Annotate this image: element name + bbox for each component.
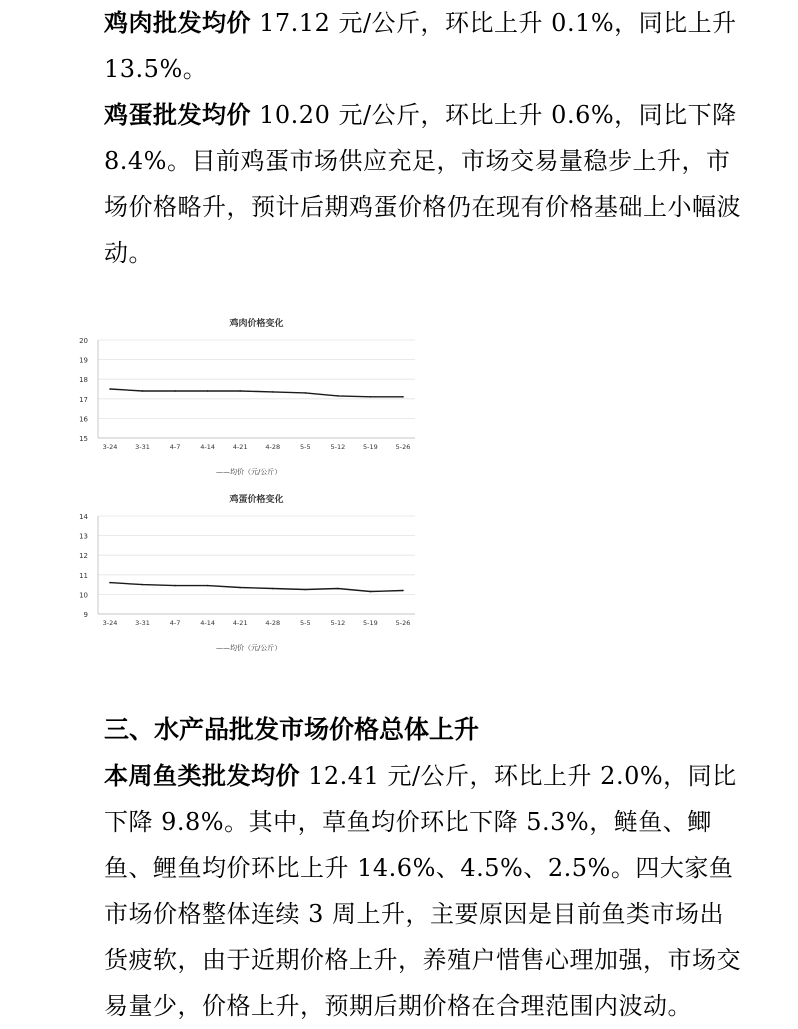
x-tick-label: 5-12	[330, 443, 346, 451]
y-tick-label: 9	[83, 611, 88, 619]
y-tick-label: 11	[79, 571, 88, 580]
x-tick-label: 4-21	[232, 443, 248, 451]
series-line	[110, 583, 403, 592]
legend-label: ——均价（元/公斤）	[216, 468, 282, 476]
x-tick-label: 3-31	[135, 619, 150, 627]
chicken-text: 17.12 元/公斤，环比上升 0.1%，同比上升 13.5%。	[104, 9, 737, 83]
data-point	[272, 588, 274, 590]
data-point	[239, 390, 241, 392]
series-line	[110, 389, 403, 397]
chicken-paragraph	[52, 0, 746, 92]
chart-title: 鸡蛋价格变化	[229, 495, 284, 505]
x-tick-label: 5-19	[363, 443, 378, 451]
chicken-chart-svg	[75, 308, 435, 488]
x-tick-label: 3-24	[102, 443, 118, 451]
chart-title: 鸡肉价格变化	[229, 319, 284, 329]
y-tick-label: 13	[79, 532, 88, 541]
data-point	[337, 395, 339, 397]
y-tick-label: 19	[79, 356, 88, 365]
y-tick-label: 15	[79, 435, 88, 443]
data-point	[142, 584, 144, 586]
x-tick-label: 5-26	[395, 443, 411, 451]
x-tick-label: 4-7	[169, 443, 181, 451]
data-point	[305, 392, 307, 394]
x-tick-label: 4-14	[200, 443, 216, 451]
x-tick-label: 4-14	[200, 619, 216, 627]
x-tick-label: 5-19	[363, 619, 378, 627]
data-point	[370, 396, 372, 398]
y-tick-label: 14	[79, 513, 88, 521]
egg-text: 10.20 元/公斤，环比上升 0.6%，同比下降 8.4%。目前鸡蛋市场供应充足，市场交易量稳步上升，市场价格略升，预计后期鸡蛋价格仍在现有价格基础上小幅波动。	[104, 101, 741, 267]
chicken-lead: 鸡肉批发均价	[104, 9, 251, 37]
fish-text: 12.41 元/公斤，环比上升 2.0%，同比下降 9.8%。其中，草鱼均价环比下降 5.3%，鲢鱼、鲫鱼、鲤鱼均价环比上升 14.6%、4.5%、2.5%。四大家鱼市场价格整体连续 3 周上升，主要原因是目前鱼类市场出货疲软，由于近期价格上升，养殖户惜售心理加强，市场交易量少，价格上升，预期后期价格在合理范围内波动。	[104, 762, 741, 1020]
fish-paragraph	[52, 753, 746, 1029]
data-point	[109, 582, 111, 584]
x-tick-label: 4-7	[169, 619, 181, 627]
egg-chart-svg	[75, 484, 435, 664]
data-point	[305, 589, 307, 591]
x-tick-label: 5-26	[395, 619, 411, 627]
y-tick-label: 12	[79, 552, 88, 561]
y-tick-label: 17	[79, 395, 88, 404]
x-tick-label: 3-24	[102, 619, 118, 627]
data-point	[272, 391, 274, 393]
data-point	[370, 591, 372, 593]
chicken-price-chart	[75, 308, 435, 488]
data-point	[174, 390, 176, 392]
x-tick-label: 4-28	[265, 443, 281, 451]
data-point	[109, 388, 111, 390]
x-tick-label: 4-21	[232, 619, 248, 627]
fish-lead: 本周鱼类批发均价	[104, 762, 300, 790]
x-tick-label: 5-5	[300, 443, 311, 451]
x-tick-label: 4-28	[265, 619, 281, 627]
y-tick-label: 20	[79, 337, 88, 345]
y-tick-label: 10	[79, 591, 88, 600]
data-point	[337, 588, 339, 590]
y-tick-label: 16	[79, 415, 88, 424]
x-tick-label: 3-31	[135, 443, 150, 451]
data-point	[142, 390, 144, 392]
section-heading: 三、水产品批发市场价格总体上升	[104, 715, 480, 744]
data-point	[174, 585, 176, 587]
legend-label: ——均价（元/公斤）	[216, 644, 282, 652]
data-point	[207, 390, 209, 392]
x-tick-label: 5-12	[330, 619, 346, 627]
y-tick-label: 18	[79, 376, 88, 385]
egg-lead: 鸡蛋批发均价	[104, 101, 251, 129]
egg-paragraph	[52, 92, 746, 276]
data-point	[402, 590, 404, 592]
data-point	[207, 585, 209, 587]
x-tick-label: 5-5	[300, 619, 311, 627]
egg-price-chart	[75, 484, 435, 664]
data-point	[402, 396, 404, 398]
data-point	[239, 587, 241, 589]
